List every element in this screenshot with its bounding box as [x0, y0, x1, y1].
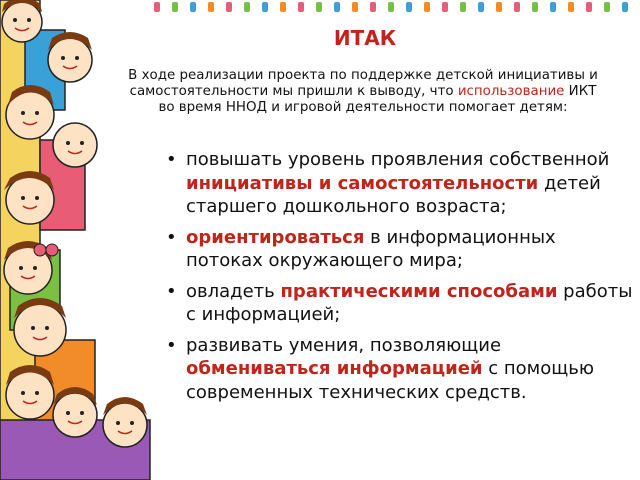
- intro-highlight: использование: [457, 84, 565, 99]
- bullet-text-after: детей старшего дошкольного возраста;: [186, 172, 601, 217]
- bullet-text-after: работы с информацией;: [186, 280, 633, 325]
- top-border-decoration: [150, 0, 640, 14]
- bullet-icon: •: [166, 226, 177, 248]
- bullet-text-after: с помощью современных технических средств.: [186, 358, 594, 403]
- bullet-text-before: повышать уровень проявления собственной: [186, 149, 610, 170]
- bullet-text-before: развивать умения, позволяющие: [186, 334, 502, 356]
- bullet-list: [164, 148, 634, 411]
- bullet-item: [164, 280, 634, 327]
- intro-text-start: В ходе реализации проекта по поддержке детской инициативы и самостоятельности мы пришли к выводу, что: [128, 68, 598, 99]
- slide-title: ИТАК: [333, 26, 397, 50]
- intro-text-end: ИКТ во время ННОД и игровой деятельности помогает детям:: [158, 84, 597, 115]
- bullet-highlight: инициативы и самостоятельности: [186, 172, 539, 194]
- bullet-icon: •: [166, 334, 177, 356]
- intro-paragraph: [128, 68, 598, 116]
- bullet-item: [164, 226, 634, 273]
- bullet-item: [164, 148, 634, 219]
- bullet-highlight: ориентироваться: [186, 226, 365, 248]
- bullet-icon: •: [166, 149, 177, 170]
- bullet-highlight: обмениваться информацией: [186, 358, 483, 379]
- bullet-highlight: практическими способами: [280, 280, 558, 302]
- bullet-item: [164, 334, 634, 405]
- bullet-text-before: овладеть: [186, 280, 281, 302]
- bullet-icon: •: [166, 280, 177, 302]
- bullet-text-after: в информационных потоках окружающего мира;: [186, 226, 556, 271]
